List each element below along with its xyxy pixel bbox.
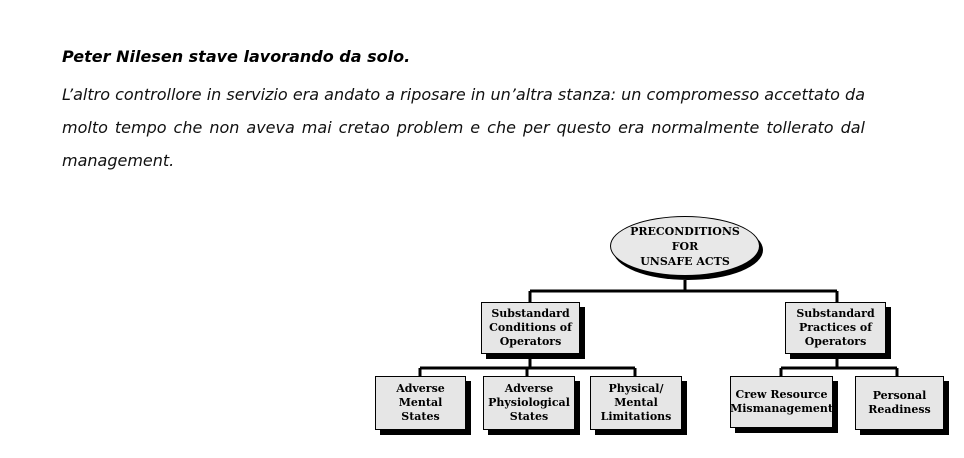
- node-substandard-conditions: Substandard Conditions of Operators: [481, 302, 580, 354]
- node-substandard-practices: Substandard Practices of Operators: [785, 302, 886, 354]
- node-adverse-physiological-states: Adverse Physiological States: [483, 376, 575, 430]
- heading: Peter Nilesen stave lavorando da solo.: [62, 47, 411, 66]
- body-paragraph: L’altro controllore in servizio era andato a riposare in un’altra stanza: un compromesso accettato da molto tempo che non aveva mai cretao problem e che per questo era normalmente tollerato dal management.: [62, 85, 865, 170]
- node-adverse-mental-states: Adverse Mental States: [375, 376, 466, 430]
- node-personal-readiness: Personal Readiness: [855, 376, 944, 430]
- node-physical-mental-limitations: Physical/ Mental Limitations: [590, 376, 682, 430]
- node-preconditions: PRECONDITIONS FOR UNSAFE ACTS: [610, 216, 760, 276]
- node-crew-resource-mismanagement: Crew Resource Mismanagement: [730, 376, 833, 428]
